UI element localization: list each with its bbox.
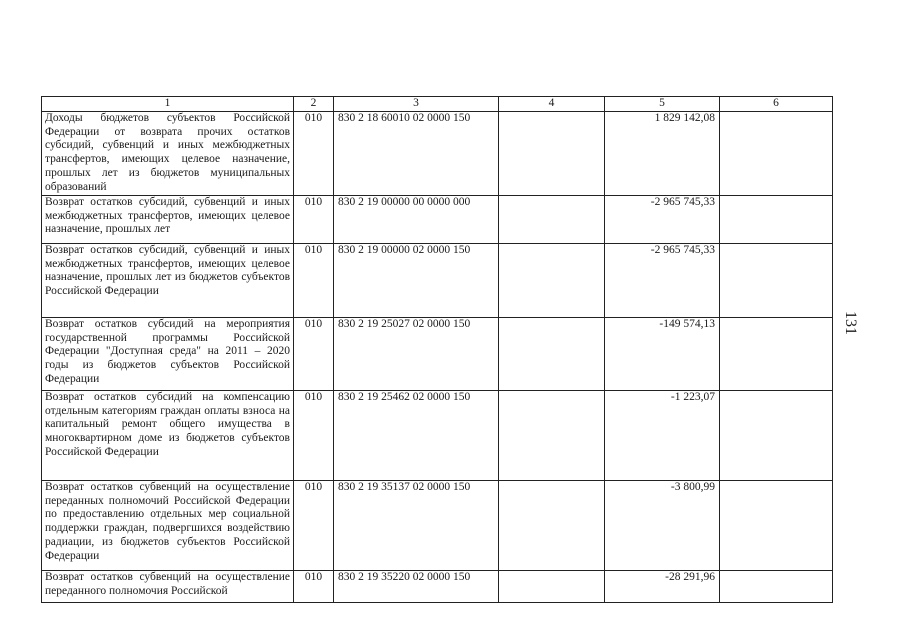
row-col6 bbox=[720, 112, 833, 196]
row-col4 bbox=[499, 318, 605, 391]
row-line-code: 010 bbox=[294, 112, 334, 196]
table-row bbox=[42, 244, 833, 318]
row-line-code: 010 bbox=[294, 244, 334, 318]
row-line-code: 010 bbox=[294, 481, 334, 571]
page-number: 131 bbox=[842, 311, 859, 335]
column-header-2: 2 bbox=[294, 97, 334, 112]
row-amount: -2 965 745,33 bbox=[605, 196, 720, 244]
row-description: Возврат остатков субсидий, субвенций и иных межбюджетных трансфертов, имеющих целевое назначение, прошлых лет из бюджетов субъектов Российской Федерации bbox=[42, 244, 294, 318]
row-col6 bbox=[720, 196, 833, 244]
table-header bbox=[42, 97, 833, 112]
row-col6 bbox=[720, 244, 833, 318]
row-amount: -1 223,07 bbox=[605, 391, 720, 481]
table-row bbox=[42, 318, 833, 391]
table-body bbox=[42, 112, 833, 603]
table-row bbox=[42, 196, 833, 244]
row-amount: -28 291,96 bbox=[605, 571, 720, 603]
row-description: Возврат остатков субсидий на компенсацию отдельным категориям граждан оплаты взноса на капитальный ремонт общего имущества в многоквартирном доме из бюджетов субъектов Российской Федерации bbox=[42, 391, 294, 481]
row-amount: 1 829 142,08 bbox=[605, 112, 720, 196]
row-col6 bbox=[720, 318, 833, 391]
report-table bbox=[41, 96, 833, 603]
row-income-code: 830 2 19 25462 02 0000 150 bbox=[334, 391, 499, 481]
row-col6 bbox=[720, 391, 833, 481]
row-amount: -149 574,13 bbox=[605, 318, 720, 391]
row-col4 bbox=[499, 481, 605, 571]
table-row bbox=[42, 391, 833, 481]
row-col4 bbox=[499, 244, 605, 318]
row-col6 bbox=[720, 571, 833, 603]
row-col4 bbox=[499, 196, 605, 244]
row-income-code: 830 2 19 35220 02 0000 150 bbox=[334, 571, 499, 603]
table-row bbox=[42, 571, 833, 603]
row-income-code: 830 2 19 25027 02 0000 150 bbox=[334, 318, 499, 391]
row-income-code: 830 2 19 00000 02 0000 150 bbox=[334, 244, 499, 318]
row-line-code: 010 bbox=[294, 196, 334, 244]
row-income-code: 830 2 19 35137 02 0000 150 bbox=[334, 481, 499, 571]
row-income-code: 830 2 18 60010 02 0000 150 bbox=[334, 112, 499, 196]
row-col6 bbox=[720, 481, 833, 571]
column-header-3: 3 bbox=[334, 97, 499, 112]
row-amount: -3 800,99 bbox=[605, 481, 720, 571]
row-col4 bbox=[499, 571, 605, 603]
column-header-5: 5 bbox=[605, 97, 720, 112]
table-row bbox=[42, 112, 833, 196]
row-description: Возврат остатков субсидий на мероприятия государственной программы Российской Федерации "Доступная среда" на 2011 – 2020 годы из бюджетов субъектов Российской Федерации bbox=[42, 318, 294, 391]
row-description: Возврат остатков субвенций на осуществление переданных полномочий Российской Федерации по предоставлению отдельных мер социальной поддержки граждан, подвергшихся воздействию радиации, из бюджетов субъектов Российской Федерации bbox=[42, 481, 294, 571]
column-header-4: 4 bbox=[499, 97, 605, 112]
row-income-code: 830 2 19 00000 00 0000 000 bbox=[334, 196, 499, 244]
header-row bbox=[42, 97, 833, 112]
column-header-6: 6 bbox=[720, 97, 833, 112]
row-line-code: 010 bbox=[294, 318, 334, 391]
row-col4 bbox=[499, 112, 605, 196]
row-line-code: 010 bbox=[294, 391, 334, 481]
row-description: Возврат остатков субсидий, субвенций и иных межбюджетных трансфертов, имеющих целевое назначение, прошлых лет bbox=[42, 196, 294, 244]
column-header-1: 1 bbox=[42, 97, 294, 112]
row-amount: -2 965 745,33 bbox=[605, 244, 720, 318]
row-col4 bbox=[499, 391, 605, 481]
table-row bbox=[42, 481, 833, 571]
row-description: Возврат остатков субвенций на осуществление переданного полномочия Российской bbox=[42, 571, 294, 603]
row-description: Доходы бюджетов субъектов Российской Федерации от возврата прочих остатков субсидий, субвенций и иных межбюджетных трансфертов, имеющих целевое назначение, прошлых лет из бюджетов муниципальных образований bbox=[42, 112, 294, 196]
row-line-code: 010 bbox=[294, 571, 334, 603]
